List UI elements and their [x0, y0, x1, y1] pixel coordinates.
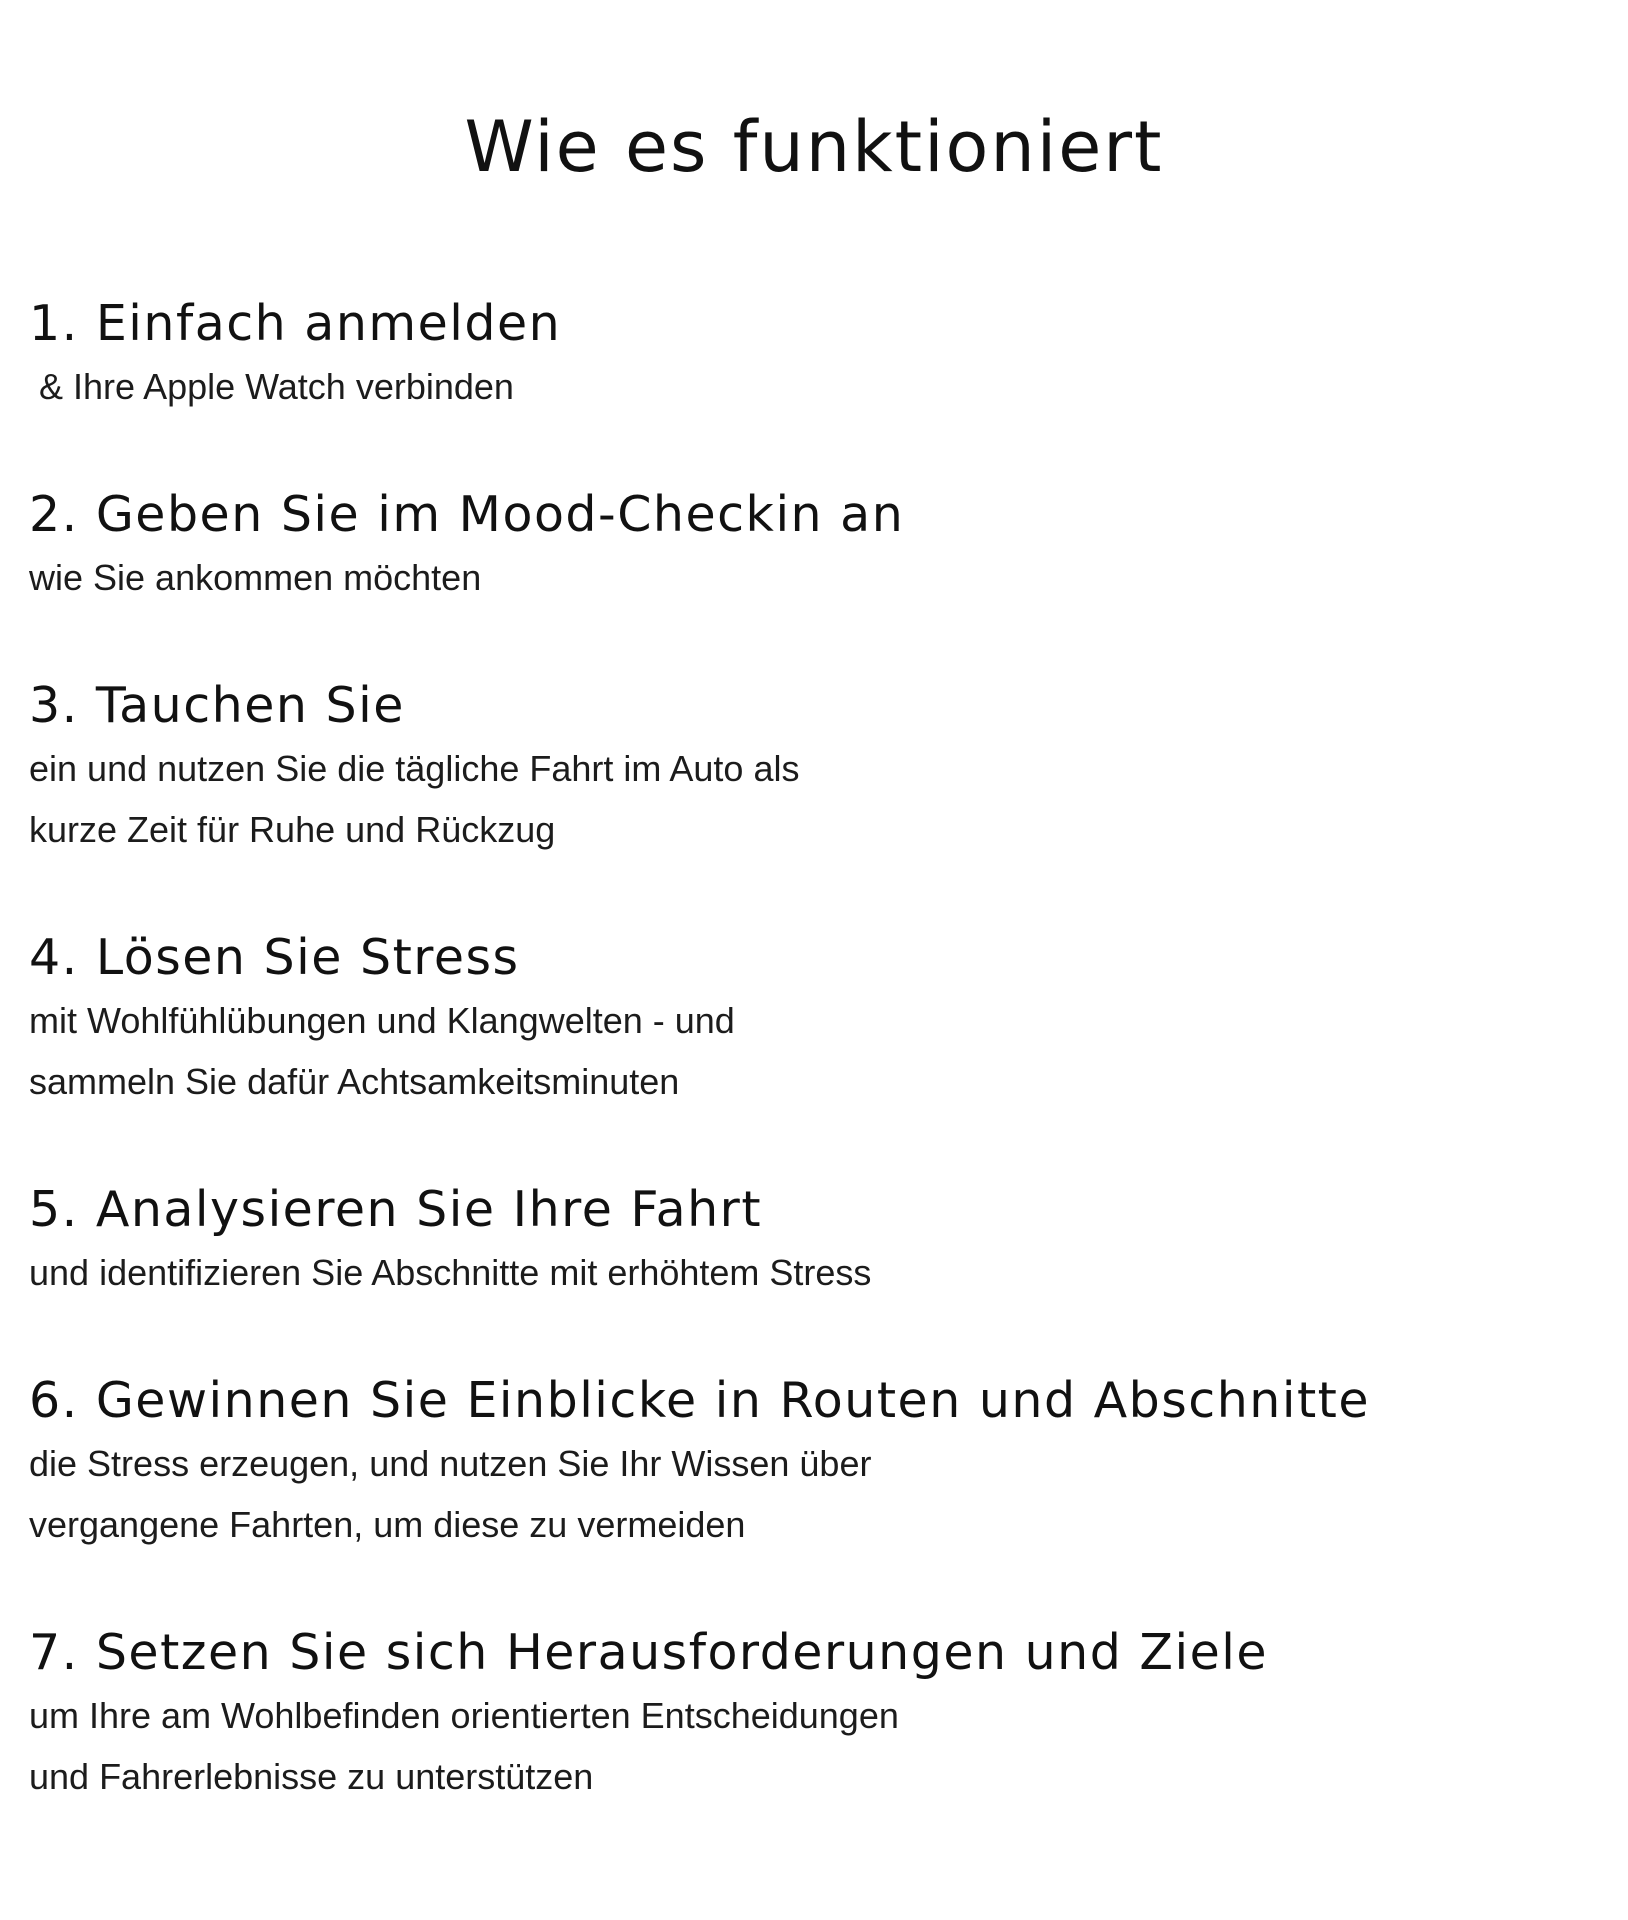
step-6: [29, 1369, 1589, 1555]
step-description: [29, 1242, 1589, 1303]
step-description-line: um Ihre am Wohlbefinden orientierten Entscheidungen: [29, 1695, 899, 1736]
page-title: Wie es funktioniert: [464, 106, 1164, 188]
step-2: [29, 483, 1589, 608]
step-description-line: & Ihre Apple Watch verbinden: [39, 366, 514, 407]
step-heading: 4. Lösen Sie Stress: [29, 929, 520, 986]
step-description-line: und Fahrerlebnisse zu unterstützen: [29, 1756, 594, 1797]
step-heading: 2. Geben Sie im Mood-Checkin an: [29, 486, 905, 543]
step-description-line: die Stress erzeugen, und nutzen Sie Ihr Wissen über: [29, 1443, 872, 1484]
step-heading: 1. Einfach anmelden: [29, 295, 562, 352]
step-description: [29, 1433, 1589, 1555]
step-description: [29, 356, 1589, 417]
step-description: [29, 1685, 1589, 1807]
step-heading: 3. Tauchen Sie: [29, 677, 405, 734]
step-description: [29, 738, 1589, 860]
step-3: [29, 674, 1589, 860]
step-1: [29, 292, 1589, 417]
step-description-line: ein und nutzen Sie die tägliche Fahrt im Auto als: [29, 748, 800, 789]
step-description-line: und identifizieren Sie Abschnitte mit erhöhtem Stress: [29, 1252, 872, 1293]
step-description: [29, 547, 1589, 608]
step-description-line: vergangene Fahrten, um diese zu vermeiden: [29, 1504, 746, 1545]
step-7: [29, 1621, 1589, 1807]
step-description-line: wie Sie ankommen möchten: [29, 557, 482, 598]
step-description-line: kurze Zeit für Ruhe und Rückzug: [29, 809, 556, 850]
step-5: [29, 1178, 1589, 1303]
step-description: [29, 990, 1589, 1112]
step-description-line: sammeln Sie dafür Achtsamkeitsminuten: [29, 1061, 680, 1102]
step-heading: 7. Setzen Sie sich Herausforderungen und Ziele: [29, 1624, 1268, 1681]
steps-list: [29, 292, 1589, 1873]
step-heading: 5. Analysieren Sie Ihre Fahrt: [29, 1181, 763, 1238]
step-heading: 6. Gewinnen Sie Einblicke in Routen und Abschnitte: [29, 1372, 1371, 1429]
step-description-line: mit Wohlfühlübungen und Klangwelten - und: [29, 1000, 735, 1041]
step-4: [29, 926, 1589, 1112]
